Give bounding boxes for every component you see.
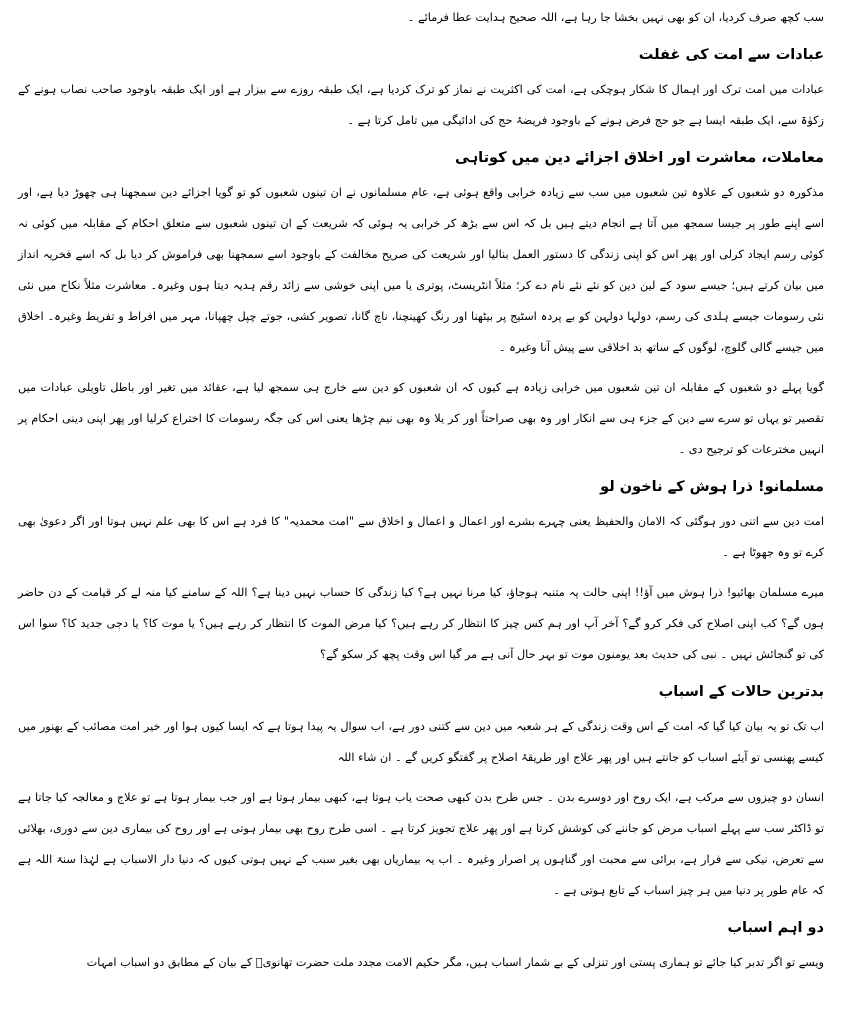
paragraph-three-domains: مذکورہ دو شعبوں کے علاوہ تین شعبوں میں سب سے زیادہ خرابی واقع ہوئی ہے، عام مسلمانوں نے ان تینوں شعبوں کو تو گویا اجزائے دین سمجھنا ہی چھوڑ دیا ہے، اور اسے اپنے طور پر جیسا سمجھ میں آتا ہے انجام دیتے ہیں بل کہ اس سے بڑھ کر خرابی یہ ہوئی کہ شریعت کے ان تینوں شعبوں سے متعلق احکام کے مقابلہ میں کوئی نہ کوئی رسم ایجاد کرلی اور پھر اس کو اپنی زندگی کا دستور العمل بنالیا اور شریعت کی صریح مخالفت کے باوجود اسے سمجھنا بھی فراموش کر دیا بل کہ اسے فخریہ انداز میں بیان کرتے ہیں؛ جیسے سود کے لین دین کو نئے نئے نام دے کر؛ مثلاً انٹریسٹ، پوتری یا میں اپنی خوشی سے زائد رقم ہدیہ دیتا ہوں وغیرہ۔ معاشرت مثلاً نکاح میں نئی نئی رسومات جیسے ہلدی کی رسم، دولہا دولہن کو بے پردہ اسٹیج پر بیٹھنا اور رنگ کھینچنا، ناچ گانا، تصویر کشی، جوتے چپل چھپانا، مہر میں افراط و تفریط وغیرہ۔ اخلاق میں جیسے گالی گلوچ، لوگوں کے ساتھ بد اخلاقی سے پیش آنا وغیرہ ۔ <box>18 186 824 354</box>
paragraph-worship-neglect: عبادات میں امت ترک اور اہمال کا شکار ہوچکی ہے، امت کی اکثریت نے نماز کو ترک کردیا ہے، ایک طبقہ روزے سے بیزار ہے اور ایک طبقہ باوجود صاحب نصاب ہونے کے زکوٰۃ سے، ایک طبقہ ایسا ہے جو حج فرض ہونے کے باوجود فریضۂ حج کی ادائیگی میں تامل کرتا ہے ۔ <box>18 83 824 127</box>
paragraph-two-causes: ویسے تو اگر تدبر کیا جائے تو ہماری پستی اور تنزلی کے بے شمار اسباب ہیں، مگر حکیم الامت مجدد ملت حضرت تھانویؒ کے بیان کے مطابق دو اسباب امہات <box>86 956 824 969</box>
section-heading-worship-neglect: عبادات سے امت کی غفلت <box>638 47 824 63</box>
section-heading-dealings-society-ethics: معاملات، معاشرت اور اخلاق اجزائے دین میں کوتاہی <box>455 150 824 166</box>
paragraph-body-soul: انسان دو چیزوں سے مرکب ہے، ایک روح اور دوسرے بدن ۔ جس طرح بدن کبھی صحت یاب ہوتا ہے، کبھی بیمار ہوتا ہے اور جب بیمار ہوتا ہے تو علاج و معالجہ کیا جاتا ہے تو ڈاکٹر سب سے پہلے اسباب مرض کو جاننے کی کوشش کرتا ہے اور پھر علاج تجویز کرتا ہے ۔ اسی طرح روح بھی بیمار ہوتی ہے اور روح کی بیماری دین سے دوری، بھلائی سے تعرض، نیکی سے فرار ہے، برائی سے محبت اور گناہوں پر اصرار وغیرہ ۔ اب یہ بیماریاں بھی بغیر سبب کے نہیں ہوتی کیوں کہ دنیا دار الاسباب ہے لہٰذا سنۃ اللہ ہے کہ عام طور پر دنیا میں ہر چیز اسباب کے تابع ہوتی ہے ۔ <box>18 791 824 897</box>
section-heading-two-causes: دو اہم اسباب <box>727 920 824 936</box>
paragraph-appeal: میرے مسلمان بھائیو! ذرا ہوش میں آؤ!! اپنی حالت پہ متنبہ ہوجاؤ، کیا مرنا نہیں ہے؟ کیا زندگی کا حساب نہیں دینا ہے؟ اللہ کے سامنے کیا منہ لے کر قیامت کے دن حاضر ہوں گے؟ کب اپنی اصلاح کی فکر کرو گے؟ آخر آپ اور ہم کس چیز کا انتظار کر رہے ہیں؟ کیا مرض الموت کا انتظار کر رہے ہیں؟ یا موت کا؟ یا دجی جدید کا؟ سوا اس کی تو گنجائش نہیں ۔ نبی کی حدیث بعد یومنون موت تو بہر حال آنی ہے مر گیا اس وقت پچھ کر سکو گے؟ <box>18 586 824 661</box>
paragraph-causes-intro: اب تک تو یہ بیان کیا گیا کہ امت کے اس وقت زندگی کے ہر شعبہ میں دین سے کتنی دور ہے، اب سوال یہ پیدا ہوتا ہے کہ ایسا کیوں ہوا اور خیر امت مصائب کے بھنور میں کیسے پھنسی تو آیئے اسباب کو جانتے ہیں اور پھر علاج اور طریقۂ اصلاح پر گفتگو کریں گے ۔ ان شاء اللہ <box>18 720 824 764</box>
section-heading-causes: بدترین حالات کے اسباب <box>658 684 824 700</box>
paragraph-ummah-distance: امت دین سے اتنی دور ہوگئی کہ الامان والحفیظ یعنی چہرے بشرے اور اعمال و اعمال و اخلاق سے "امت محمدیہ" کا فرد ہے اس کا بھی علم نہیں ہوتا اور اگر دعویٰ بھی کرے تو وہ جھوٹا ہے ۔ <box>18 515 824 559</box>
section-heading-muslims-wake-up: مسلمانو! ذرا ہوش کے ناخون لو <box>600 479 824 495</box>
intro-paragraph: سب کچھ صرف کردیا، ان کو بھی نہیں بخشا جا رہا ہے، اللہ صحیح ہدایت عطا فرمائے ۔ <box>407 11 824 24</box>
paragraph-comparison: گویا پہلے دو شعبوں کے مقابلہ ان تین شعبوں میں خرابی زیادہ ہے کیوں کہ ان شعبوں کو دین سے خارج ہی سمجھ لیا ہے، عقائد میں تغیر اور باطل تاویلی عبادات میں تقصیر تو یہاں تو سرے سے دین کے جزء ہی سے انکار اور وہ بھی صراحتاً اور کر یلا وہ بھی نیم چڑھا یعنی اس کی جگہ رسومات کا اختراع کرلیا اور پھر اپنی دینی احکام پر انہیں مخترعات کو ترجیح دی ۔ <box>18 381 824 456</box>
